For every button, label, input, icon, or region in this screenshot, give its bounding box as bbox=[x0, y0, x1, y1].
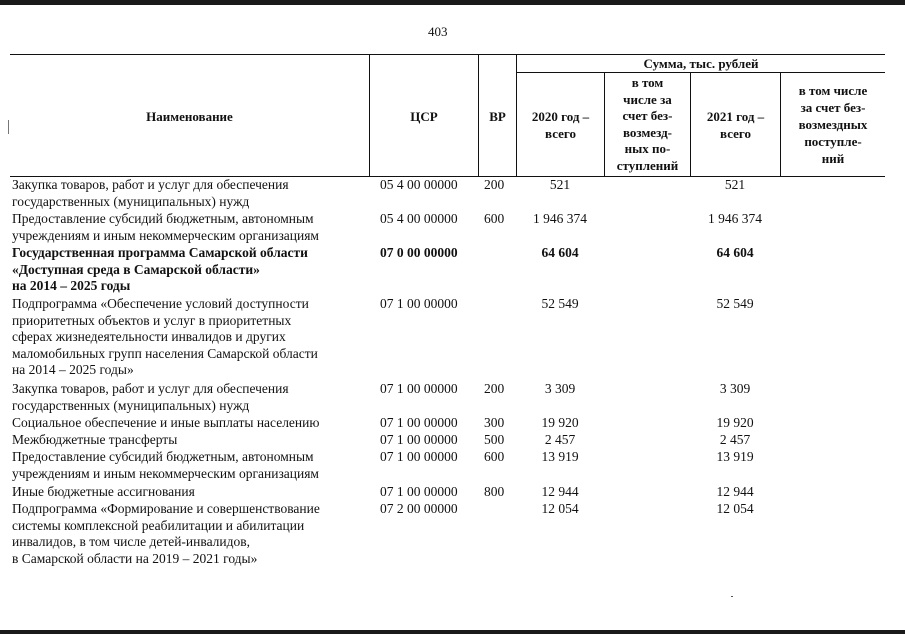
row-csr: 07 1 00 00000 bbox=[380, 381, 458, 396]
row-2021-total: 1 946 374 bbox=[708, 211, 762, 226]
header-csr: ЦСР bbox=[410, 108, 438, 124]
scan-edge-top bbox=[0, 0, 905, 5]
row-csr: 07 1 00 00000 bbox=[380, 432, 458, 447]
row-2020-total: 19 920 bbox=[541, 415, 579, 430]
row-2020-total: 12 054 bbox=[541, 501, 579, 516]
row-2020-total: 52 549 bbox=[541, 296, 579, 311]
row-name: Социальное обеспечение и иные выплаты населению bbox=[12, 415, 320, 430]
row-2021-total: 13 919 bbox=[716, 449, 754, 464]
scan-edge-mark bbox=[8, 120, 9, 134]
row-csr: 07 1 00 00000 bbox=[380, 449, 458, 464]
scan-speck bbox=[731, 596, 733, 597]
row-csr: 07 1 00 00000 bbox=[380, 296, 458, 311]
row-2020-total: 64 604 bbox=[541, 245, 579, 260]
row-2020-total: 12 944 bbox=[541, 484, 579, 499]
row-csr: 07 1 00 00000 bbox=[380, 484, 458, 499]
header-2021-gratuitous: в том числе за счет без- возмездных поступле- ний bbox=[798, 83, 868, 166]
row-2021-total: 3 309 bbox=[719, 381, 751, 396]
row-vr: 300 bbox=[484, 415, 505, 430]
row-csr: 05 4 00 00000 bbox=[380, 211, 458, 226]
scan-edge-bottom bbox=[0, 630, 905, 634]
row-2021-total: 12 054 bbox=[716, 501, 754, 516]
header-vr: ВР bbox=[489, 108, 506, 124]
row-name: Предоставление субсидий бюджетным, автономным учреждениям и иным некоммерческим организациям bbox=[12, 211, 319, 243]
header-2020-gratuitous: в том числе за счет без- возмезд- ных по- ступлений bbox=[616, 75, 679, 173]
row-name: Государственная программа Самарской области «Доступная среда в Самарской области» на 2014 – 2025 годы bbox=[12, 245, 308, 293]
row-name: Закупка товаров, работ и услуг для обеспечения государственных (муниципальных) нужд bbox=[12, 177, 289, 209]
row-2021-total: 52 549 bbox=[716, 296, 754, 311]
page-number: 403 bbox=[428, 24, 448, 39]
row-vr: 600 bbox=[484, 449, 505, 464]
row-name: Закупка товаров, работ и услуг для обеспечения государственных (муниципальных) нужд bbox=[12, 381, 289, 413]
row-2020-total: 3 309 bbox=[544, 381, 576, 396]
row-2020-total: 2 457 bbox=[544, 432, 576, 447]
row-name: Подпрограмма «Формирование и совершенствование системы комплексной реабилитации и абилитации инвалидов, в том числе детей-инвалидов, в Самарской области на 2019 – 2021 годы» bbox=[12, 501, 320, 566]
row-csr: 07 1 00 00000 bbox=[380, 415, 458, 430]
row-2020-total: 521 bbox=[549, 177, 571, 192]
row-2020-total: 13 919 bbox=[541, 449, 579, 464]
row-name: Предоставление субсидий бюджетным, автономным учреждениям и иным некоммерческим организациям bbox=[12, 449, 319, 481]
row-name: Межбюджетные трансферты bbox=[12, 432, 178, 447]
row-2021-total: 19 920 bbox=[716, 415, 754, 430]
row-2021-total: 521 bbox=[724, 177, 746, 192]
row-csr: 05 4 00 00000 bbox=[380, 177, 458, 192]
row-vr: 500 bbox=[484, 432, 505, 447]
header-2020-total: 2020 год – всего bbox=[531, 108, 590, 141]
row-2021-total: 2 457 bbox=[719, 432, 751, 447]
row-csr: 07 2 00 00000 bbox=[380, 501, 458, 516]
row-vr: 200 bbox=[484, 177, 505, 192]
row-name: Иные бюджетные ассигнования bbox=[12, 484, 195, 499]
row-name: Подпрограмма «Обеспечение условий доступности приоритетных объектов и услуг в приоритетных сферах жизнедеятельности инвалидов и других маломобильных групп населения Самарской области на 2014 – 2025 годы» bbox=[12, 296, 318, 377]
row-2020-total: 1 946 374 bbox=[533, 211, 587, 226]
row-2021-total: 64 604 bbox=[716, 245, 754, 260]
row-vr: 600 bbox=[484, 211, 505, 226]
row-2021-total: 12 944 bbox=[716, 484, 754, 499]
row-vr: 800 bbox=[484, 484, 505, 499]
row-vr: 200 bbox=[484, 381, 505, 396]
header-amount-group: Сумма, тыс. рублей bbox=[643, 56, 759, 71]
header-2021-total: 2021 год – всего bbox=[706, 108, 765, 141]
header-name: Наименование bbox=[146, 108, 233, 124]
row-csr: 07 0 00 00000 bbox=[380, 245, 458, 260]
